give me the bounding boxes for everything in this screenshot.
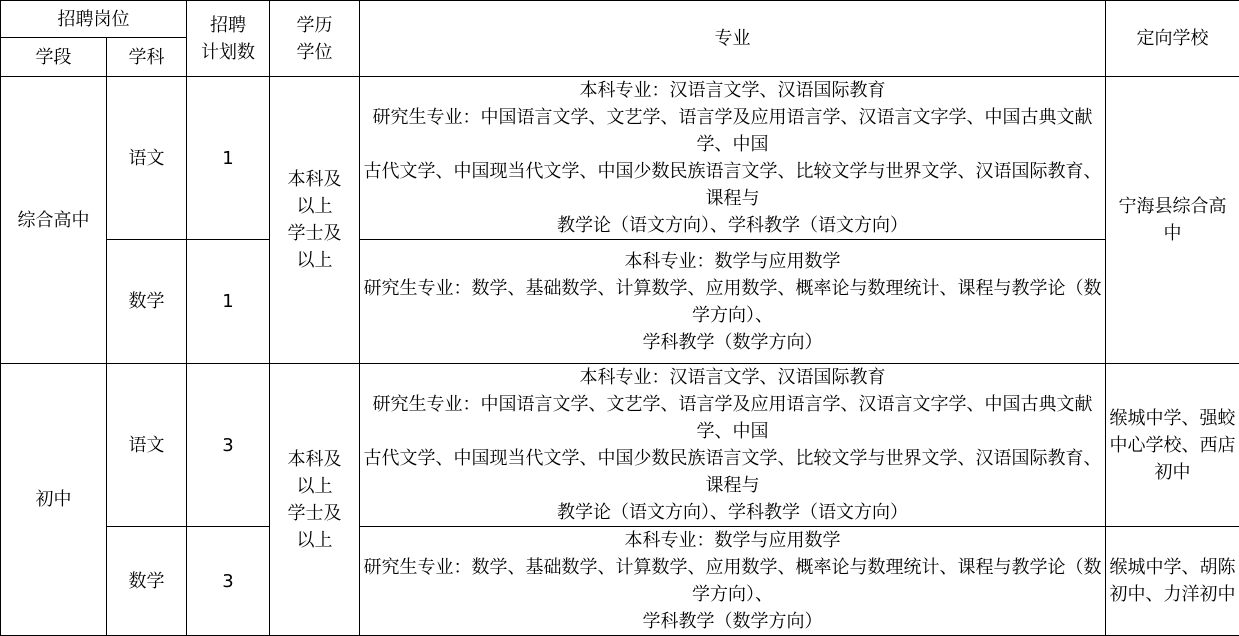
table-row [1, 364, 1239, 527]
subject-cell: 语文 [107, 364, 187, 527]
header-stage: 学段 [1, 38, 107, 77]
table-row [1, 527, 1239, 636]
degree-cell: 本科及 以上 学士及 以上 [270, 77, 360, 364]
major-cell: 本科专业：汉语言文学、汉语国际教育 研究生专业：中国语言文学、文艺学、语言学及应用语言学、汉语言文字学、中国古典文献学、中国 古代文学、中国现当代文学、中国少数民族语言文学、比较文学与世界文学、汉语国际教育、课程与 教学论（语文方向）、学科教学（语文方向） [360, 77, 1106, 240]
count-cell: 1 [187, 240, 270, 364]
header-subject: 学科 [107, 38, 187, 77]
major-cell: 本科专业：汉语言文学、汉语国际教育 研究生专业：中国语言文学、文艺学、语言学及应用语言学、汉语言文字学、中国古典文献学、中国 古代文学、中国现当代文学、中国少数民族语言文学、比较文学与世界文学、汉语国际教育、课程与 教学论（语文方向）、学科教学（语文方向） [360, 364, 1106, 527]
table-row [1, 77, 1239, 240]
header-degree: 学历 学位 [270, 1, 360, 77]
degree-cell: 本科及 以上 学士及 以上 [270, 364, 360, 636]
school-cell: 缑城中学、强蛟 中心学校、西店 初中 [1106, 364, 1239, 527]
table-row [1, 240, 1239, 364]
major-cell: 本科专业：数学与应用数学 研究生专业：数学、基础数学、计算数学、应用数学、概率论与数理统计、课程与教学论（数学方向）、 学科教学（数学方向） [360, 527, 1106, 636]
header-plan: 招聘 计划数 [187, 1, 270, 77]
count-cell: 3 [187, 364, 270, 527]
school-cell: 缑城中学、胡陈 初中、力洋初中 [1106, 527, 1239, 636]
stage-cell: 综合高中 [1, 77, 107, 364]
header-school: 定向学校 [1106, 1, 1239, 77]
stage-cell: 初中 [1, 364, 107, 636]
subject-cell: 语文 [107, 77, 187, 240]
header-major: 专业 [360, 1, 1106, 77]
major-cell: 本科专业：数学与应用数学 研究生专业：数学、基础数学、计算数学、应用数学、概率论与数理统计、课程与教学论（数学方向）、 学科教学（数学方向） [360, 240, 1106, 364]
subject-cell: 数学 [107, 240, 187, 364]
header-post: 招聘岗位 [1, 1, 187, 38]
count-cell: 1 [187, 77, 270, 240]
count-cell: 3 [187, 527, 270, 636]
school-cell: 宁海县综合高 中 [1106, 77, 1239, 364]
subject-cell: 数学 [107, 527, 187, 636]
